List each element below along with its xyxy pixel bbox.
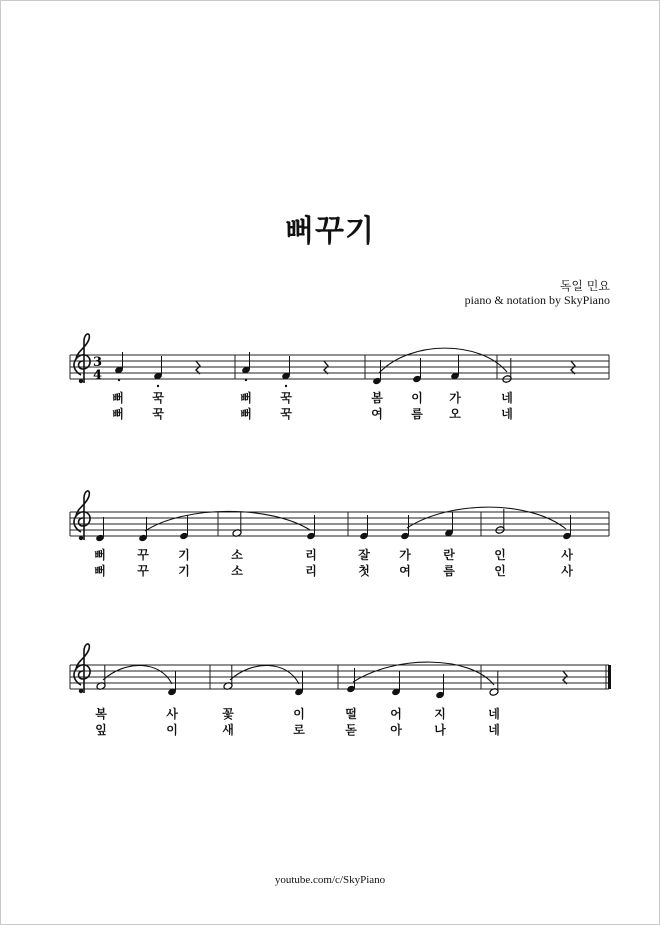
staff-lines: [70, 665, 609, 689]
lyric-syllable: 리: [305, 548, 317, 562]
lyric-syllable: 네: [488, 707, 500, 721]
note: [495, 509, 505, 534]
lyric-syllable: 사: [561, 548, 573, 562]
note: [223, 665, 233, 690]
lyric-syllable: 뻐: [112, 391, 124, 405]
note: [489, 671, 499, 696]
lyric-syllable: 소: [231, 564, 243, 578]
lyric-syllable: 봄: [371, 391, 383, 405]
slur: [145, 511, 310, 531]
lyric-syllable: 지: [434, 707, 446, 721]
lyric-syllable: 가: [399, 548, 411, 562]
note: [450, 355, 460, 380]
note: [179, 515, 189, 540]
lyric-syllable: 꾹: [280, 407, 292, 421]
note: [232, 512, 242, 537]
quarter-rest-icon: [196, 361, 200, 374]
song-origin: 독일 민요: [559, 279, 610, 293]
lyric-syllable: 네: [488, 723, 500, 737]
lyric-syllable: 소: [231, 548, 243, 562]
lyric-syllable: 사: [166, 707, 178, 721]
lyric-syllable: 꾹: [280, 391, 292, 405]
lyric-syllable: 뻐: [240, 407, 252, 421]
lyric-syllable: 나: [434, 723, 446, 737]
lyric-syllable: 뻐: [240, 391, 252, 405]
lyric-syllable: 첫: [358, 564, 370, 578]
lyric-syllable: 사: [561, 564, 573, 578]
staff-lines: [70, 512, 609, 536]
lyric-syllable: 뻐: [112, 407, 124, 421]
lyric-syllable: 기: [178, 548, 190, 562]
lyric-syllable: 꾹: [152, 407, 164, 421]
lyric-syllable: 잘: [358, 548, 370, 562]
lyric-syllable: 꽃: [222, 707, 234, 721]
slur: [230, 665, 299, 684]
song-title: 뻐꾸기: [285, 214, 375, 249]
lyric-syllable: 인: [494, 548, 506, 562]
lyric-syllable: 잎: [95, 723, 107, 737]
lyric-syllable: 돋: [345, 723, 357, 737]
lyric-syllable: 이: [293, 707, 305, 721]
staff-system-1: [70, 334, 609, 387]
lyric-syllable: 꾹: [152, 391, 164, 405]
quarter-rest-icon: [571, 361, 575, 374]
lyric-syllable: 오: [449, 407, 461, 421]
staff-lines: [70, 355, 609, 379]
slur: [353, 662, 494, 685]
time-signature-bottom: 4: [93, 368, 103, 383]
note: [306, 515, 316, 540]
staff-system-3: [70, 644, 611, 699]
footer-url: youtube.com/c/SkyPiano: [274, 874, 386, 886]
note: [96, 665, 106, 690]
treble-clef-icon: [74, 334, 90, 383]
lyric-syllable: 로: [293, 723, 305, 737]
lyric-syllable: 가: [449, 391, 461, 405]
staff-system-2: [70, 491, 609, 542]
lyric-syllable: 이: [166, 723, 178, 737]
lyric-syllable: 새: [222, 723, 234, 737]
lyric-syllable: 이: [411, 391, 423, 405]
treble-clef-icon: [74, 491, 90, 540]
final-barline: [608, 665, 611, 689]
lyric-syllable: 네: [501, 407, 513, 421]
note: [412, 358, 422, 383]
lyric-syllable: 기: [178, 564, 190, 578]
lyric-syllable: 름: [411, 407, 423, 421]
lyric-syllable: 리: [305, 564, 317, 578]
lyric-syllable: 네: [501, 391, 513, 405]
note: [391, 671, 401, 696]
lyric-syllable: 꾸: [137, 548, 149, 562]
quarter-rest-icon: [563, 671, 567, 684]
lyric-syllable: 여: [399, 564, 411, 578]
lyric-syllable: 떨: [345, 707, 357, 721]
note: [444, 512, 454, 537]
lyric-syllable: 인: [494, 564, 506, 578]
lyric-syllable: 복: [95, 707, 107, 721]
arrangement-credit: piano & notation by SkyPiano: [464, 293, 610, 307]
note: [435, 674, 445, 699]
lyric-syllable: 뻐: [94, 548, 106, 562]
note: [359, 515, 369, 540]
slur: [103, 665, 172, 684]
treble-clef-icon: [74, 644, 90, 693]
lyric-syllable: 꾸: [137, 564, 149, 578]
lyric-syllable: 아: [390, 723, 402, 737]
note: [502, 358, 512, 383]
quarter-rest-icon: [324, 361, 328, 374]
lyric-syllable: 름: [443, 564, 455, 578]
lyric-syllable: 란: [443, 548, 455, 562]
lyric-syllable: 어: [390, 707, 402, 721]
lyric-syllable: 여: [371, 407, 383, 421]
time-signature-top: 3: [93, 355, 103, 370]
lyric-syllable: 뻐: [94, 564, 106, 578]
